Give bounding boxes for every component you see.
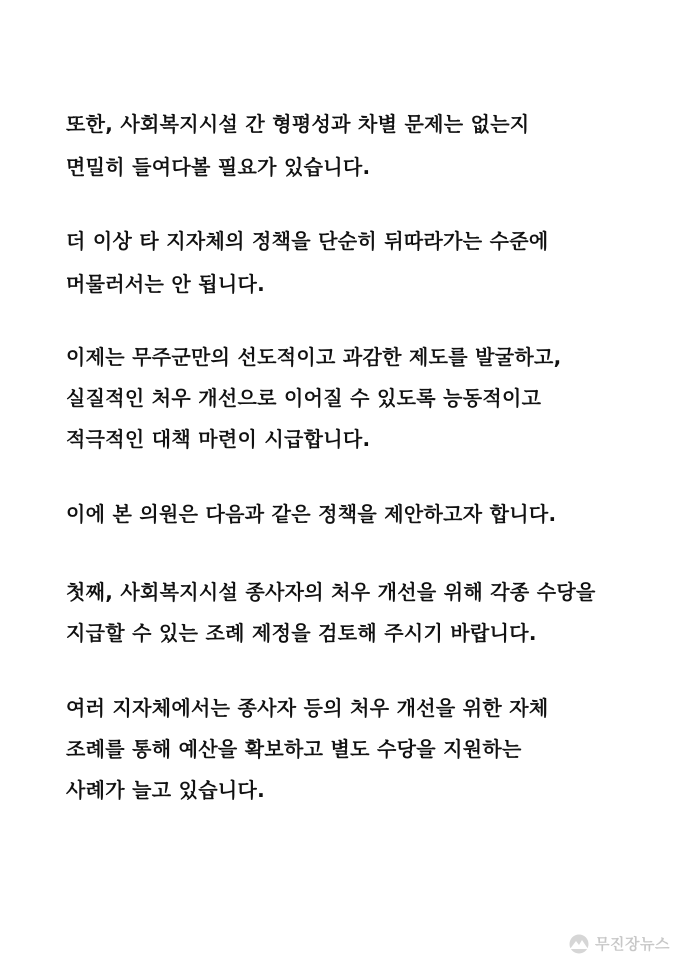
text-line: 머물러서는 안 됩니다. (66, 272, 266, 296)
watermark (567, 933, 670, 954)
text-line: 여러 지자체에서는 종사자 등의 처우 개선을 위한 자체 (66, 696, 549, 720)
text-line: 실질적인 처우 개선으로 이어질 수 있도록 능동적이고 (66, 386, 542, 410)
text-line: 이제는 무주군만의 선도적이고 과감한 제도를 발굴하고, (66, 345, 562, 369)
text-line: 지급할 수 있는 조례 제정을 검토해 주시기 바랍니다. (66, 621, 537, 645)
text-line: 이에 본 의원은 다음과 같은 정책을 제안하고자 합니다. (66, 502, 557, 526)
text-line: 면밀히 들여다볼 필요가 있습니다. (66, 155, 371, 179)
text-line: 또한, 사회복지시설 간 형평성과 차별 문제는 없는지 (66, 112, 530, 136)
text-line: 사례가 늘고 있습니다. (66, 778, 266, 802)
text-line: 더 이상 타 지자체의 정책을 단순히 뒤따라가는 수준에 (66, 229, 549, 253)
text-line: 첫째, 사회복지시설 종사자의 처우 개선을 위해 각종 수당을 (66, 580, 596, 604)
text-line: 조례를 통해 예산을 확보하고 별도 수당을 지원하는 (66, 737, 522, 761)
text-line: 적극적인 대책 마련이 시급합니다. (66, 427, 371, 451)
mountain-logo-icon (567, 934, 591, 954)
watermark-text: 무진장뉴스 (595, 935, 670, 953)
